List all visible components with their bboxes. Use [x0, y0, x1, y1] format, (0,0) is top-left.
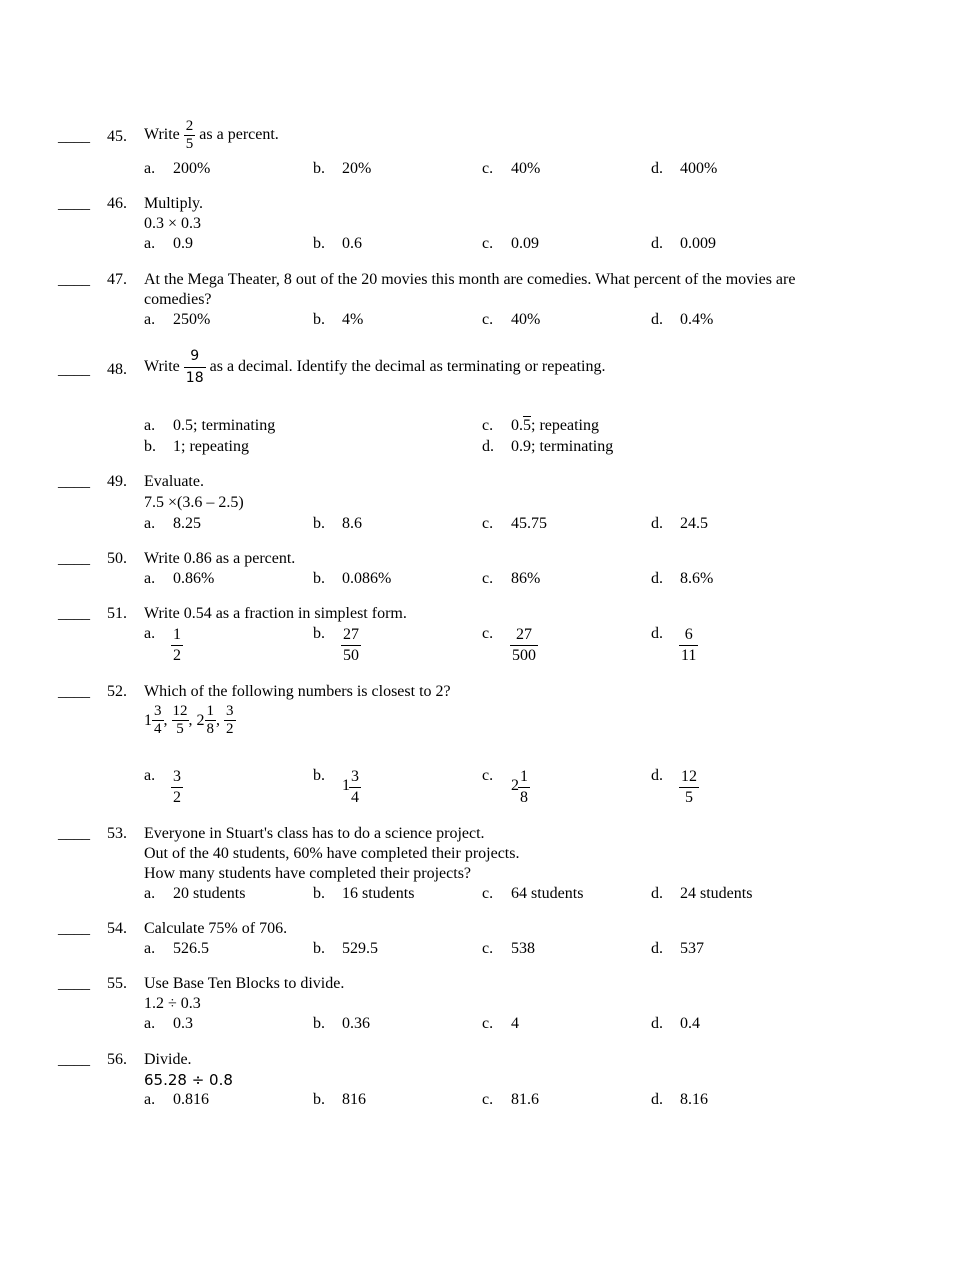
option-c[interactable]: c. 45.75 — [482, 515, 547, 532]
answer-blank[interactable]: ____ — [58, 271, 90, 288]
question-number: 49. — [107, 473, 127, 490]
question-number: 56. — [107, 1051, 127, 1068]
option-c[interactable]: c. 0.5; repeating — [482, 417, 599, 434]
option-a[interactable]: a. 250% — [144, 311, 211, 328]
answer-blank[interactable]: ____ — [58, 195, 90, 212]
option-b[interactable]: 27 50 — [343, 626, 359, 664]
option-b[interactable]: b. 529.5 — [313, 940, 378, 957]
option-a[interactable]: a. 8.25 — [144, 515, 201, 532]
option-b[interactable]: b. 16 students — [313, 885, 415, 902]
option-c[interactable]: c. 40% — [482, 160, 541, 177]
option-d[interactable]: d. 0.4% — [651, 311, 714, 328]
option-a[interactable]: a. 0.816 — [144, 1091, 209, 1108]
question-number: 47. — [107, 271, 127, 288]
option-a[interactable]: a. 0.3 — [144, 1015, 193, 1032]
answer-blank[interactable]: ____ — [58, 825, 90, 842]
question-text: Write $\frac{9}{18}$ as a decimal. Identify the decimal as terminating or repeating. — [144, 346, 605, 389]
option-c[interactable]: c. 40% — [482, 311, 541, 328]
option-b[interactable]: b. 0.36 — [313, 1015, 370, 1032]
question-text: Calculate 75% of 706. — [144, 920, 288, 937]
fraction: $\frac{9}{18}$ — [185, 348, 204, 386]
question-text: Write 0.86 as a percent. — [144, 550, 296, 567]
question-number: 46. — [107, 195, 127, 212]
question-text-cont: comedies? — [144, 291, 212, 308]
option-a[interactable]: a. 200% — [144, 160, 211, 177]
option-d[interactable]: 6 11 — [681, 626, 697, 664]
answer-blank[interactable]: ____ — [58, 920, 90, 937]
option-b-label: b. — [313, 767, 325, 784]
option-a[interactable]: 3 2 — [173, 768, 181, 806]
question-number: 52. — [107, 683, 127, 700]
question-text: Evaluate. — [144, 473, 204, 490]
option-c[interactable]: c. 538 — [482, 940, 535, 957]
option-d[interactable]: d. 0.009 — [651, 235, 716, 252]
option-d[interactable]: d. 24.5 — [651, 515, 708, 532]
option-a-label: a. — [144, 767, 156, 784]
option-d[interactable]: d. 0.9; terminating — [482, 438, 614, 455]
option-c-whole[interactable]: 2 — [511, 777, 519, 794]
answer-blank[interactable]: ____ — [58, 550, 90, 567]
question-text: At the Mega Theater, 8 out of the 20 movies this month are comedies. What percent of the movies are — [144, 271, 796, 288]
option-d[interactable]: 12 5 — [681, 768, 697, 806]
question-text: Everyone in Stuart's class has to do a science project. — [144, 825, 485, 842]
question-text: Write 0.54 as a fraction in simplest form. — [144, 605, 407, 622]
option-a[interactable]: a. 0.86% — [144, 570, 215, 587]
answer-blank[interactable]: ____ — [58, 473, 90, 490]
expression: 1.2 ÷ 0.3 — [144, 995, 201, 1012]
option-b[interactable]: b. 0.086% — [313, 570, 392, 587]
question-number: 50. — [107, 550, 127, 567]
option-b[interactable]: 3 4 — [351, 768, 359, 806]
option-d[interactable]: d. 537 — [651, 940, 704, 957]
option-a[interactable]: a. 20 students — [144, 885, 246, 902]
question-text-line3: How many students have completed their projects? — [144, 865, 472, 882]
option-d[interactable]: d. 8.16 — [651, 1091, 708, 1108]
question-text: Divide. — [144, 1051, 192, 1068]
option-c[interactable]: c. 86% — [482, 570, 541, 587]
answer-blank[interactable]: ____ — [58, 128, 90, 145]
option-b[interactable]: b. 816 — [313, 1091, 366, 1108]
option-c[interactable]: c. 81.6 — [482, 1091, 539, 1108]
expression: 0.3 × 0.3 — [144, 215, 202, 232]
question-number: 51. — [107, 605, 127, 622]
answer-blank[interactable]: ____ — [58, 1051, 90, 1068]
option-c[interactable]: c. 4 — [482, 1015, 519, 1032]
answer-blank[interactable]: ____ — [58, 975, 90, 992]
option-c[interactable]: c. 0.09 — [482, 235, 539, 252]
question-text: Use Base Ten Blocks to divide. — [144, 975, 345, 992]
option-b-label: b. — [313, 625, 325, 642]
fraction: $\frac{2}{5}$ — [185, 118, 194, 152]
expression: 65.28 ÷ 0.8 — [144, 1071, 233, 1089]
option-d[interactable]: d. 400% — [651, 160, 718, 177]
option-b[interactable]: b. 4% — [313, 311, 364, 328]
option-d[interactable]: d. 0.4 — [651, 1015, 700, 1032]
option-d[interactable]: d. 8.6% — [651, 570, 714, 587]
option-a[interactable]: a. 526.5 — [144, 940, 209, 957]
question-number: 55. — [107, 975, 127, 992]
option-c[interactable]: 1 8 — [520, 768, 528, 806]
option-b[interactable]: b. 1; repeating — [144, 438, 249, 455]
expression: 7.5 ×(3.6 – 2.5) — [144, 494, 244, 511]
option-a[interactable]: a. 0.5; terminating — [144, 417, 276, 434]
option-a[interactable]: 1 2 — [173, 626, 181, 664]
option-c-label: c. — [482, 625, 494, 642]
question-text: Write $\frac{2}{5}$ as a percent. — [144, 118, 279, 152]
question-number: 45. — [107, 128, 127, 145]
question-text: Multiply. — [144, 195, 203, 212]
option-b[interactable]: b. 0.6 — [313, 235, 362, 252]
question-number: 53. — [107, 825, 127, 842]
option-d-label: d. — [651, 767, 663, 784]
option-a-label: a. — [144, 625, 156, 642]
question-text-line2: Out of the 40 students, 60% have completed their projects. — [144, 845, 520, 862]
answer-blank[interactable]: ____ — [58, 683, 90, 700]
question-text: Which of the following numbers is closest to 2? — [144, 683, 451, 700]
answer-blank[interactable]: ____ — [58, 361, 90, 378]
option-c-label: c. — [482, 767, 494, 784]
question-number: 48. — [107, 361, 127, 378]
option-d[interactable]: d. 24 students — [651, 885, 753, 902]
option-c[interactable]: c. 64 students — [482, 885, 584, 902]
option-b[interactable]: b. 20% — [313, 160, 372, 177]
option-b[interactable]: b. 8.6 — [313, 515, 362, 532]
option-d-label: d. — [651, 625, 663, 642]
number-list: 1 3 4 , $\frac{12}{5}$ , 2 1 8 , $\frac{3}{2}$ — [144, 703, 234, 738]
answer-blank[interactable]: ____ — [58, 605, 90, 622]
option-a[interactable]: a. 0.9 — [144, 235, 193, 252]
option-c[interactable]: 27 500 — [512, 626, 536, 664]
question-number: 54. — [107, 920, 127, 937]
option-b-whole[interactable]: 1 — [342, 777, 350, 794]
